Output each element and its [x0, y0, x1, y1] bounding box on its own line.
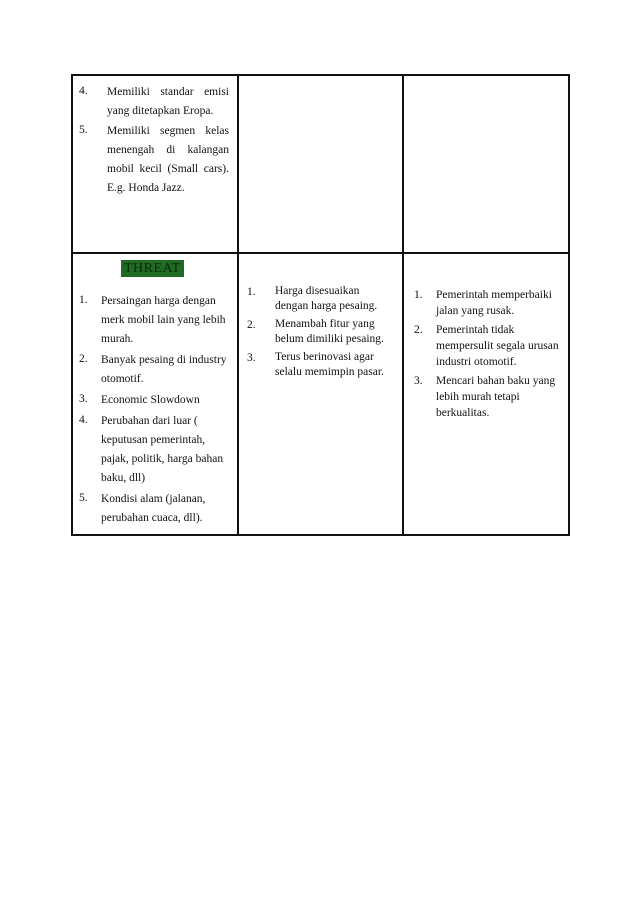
threat-cell	[72, 253, 238, 535]
item-text: Menambah fitur yang belum dimiliki pesaing.	[275, 318, 384, 345]
threat-list	[73, 284, 237, 528]
item-number: 2.	[79, 353, 88, 365]
item-text: Persaingan harga dengan merk mobil lain yang lebih murah.	[101, 295, 226, 345]
item-number: 1.	[247, 286, 256, 298]
swot-table	[71, 74, 570, 536]
item-number: 2.	[414, 324, 423, 336]
list-item	[79, 83, 229, 121]
item-number: 4.	[79, 414, 88, 426]
strategy-list	[404, 254, 568, 421]
item-number: 1.	[79, 294, 88, 306]
item-text: Harga disesuaikan dengan harga pesaing.	[275, 285, 378, 312]
item-text: Economic Slowdown	[101, 394, 200, 406]
threat-heading-wrap	[73, 254, 237, 278]
table-row	[72, 75, 569, 253]
item-text: Mencari bahan baku yang lebih murah tetapi berkualitas.	[436, 375, 556, 419]
list-item	[79, 292, 229, 349]
threat-heading: THREAT	[121, 260, 184, 277]
item-number: 4.	[79, 85, 88, 97]
list-item	[79, 391, 229, 410]
list-item	[414, 287, 559, 319]
strength-cell	[72, 75, 238, 253]
item-number: 1.	[414, 289, 423, 301]
item-text: Terus berinovasi agar selalu memimpin pasar.	[275, 351, 384, 378]
item-number: 5.	[79, 124, 88, 136]
list-item	[247, 284, 392, 314]
item-text: Perubahan dari luar ( keputusan pemerintah, pajak, politik, harga bahan baku, dll)	[101, 415, 224, 484]
list-item	[247, 350, 392, 380]
strategy-list	[239, 254, 402, 380]
item-number: 5.	[79, 492, 88, 504]
item-number: 3.	[414, 375, 423, 387]
item-number: 3.	[79, 393, 88, 405]
list-item	[79, 122, 229, 198]
item-text: Memiliki segmen kelas menengah di kalangan mobil kecil (Small cars). E.g. Honda Jazz.	[107, 125, 229, 194]
list-item	[79, 351, 229, 389]
item-text: Banyak pesaing di industry otomotif.	[101, 354, 227, 385]
table-row	[72, 253, 569, 535]
item-number: 2.	[247, 319, 256, 331]
item-text: Memiliki standar emisi yang ditetapkan Eropa.	[107, 86, 229, 117]
list-item	[79, 412, 229, 488]
list-item	[79, 490, 229, 528]
empty-cell	[238, 75, 403, 253]
item-number: 3.	[247, 352, 256, 364]
list-item	[414, 373, 559, 421]
strategy-cell	[403, 253, 569, 535]
empty-cell	[403, 75, 569, 253]
list-item	[414, 322, 559, 370]
list-item	[247, 317, 392, 347]
strength-list	[73, 76, 237, 198]
strategy-cell	[238, 253, 403, 535]
item-text: Pemerintah memperbaiki jalan yang rusak.	[436, 289, 552, 317]
item-text: Kondisi alam (jalanan, perubahan cuaca, dll).	[101, 493, 206, 524]
item-text: Pemerintah tidak mempersulit segala urusan industri otomotif.	[436, 324, 559, 368]
